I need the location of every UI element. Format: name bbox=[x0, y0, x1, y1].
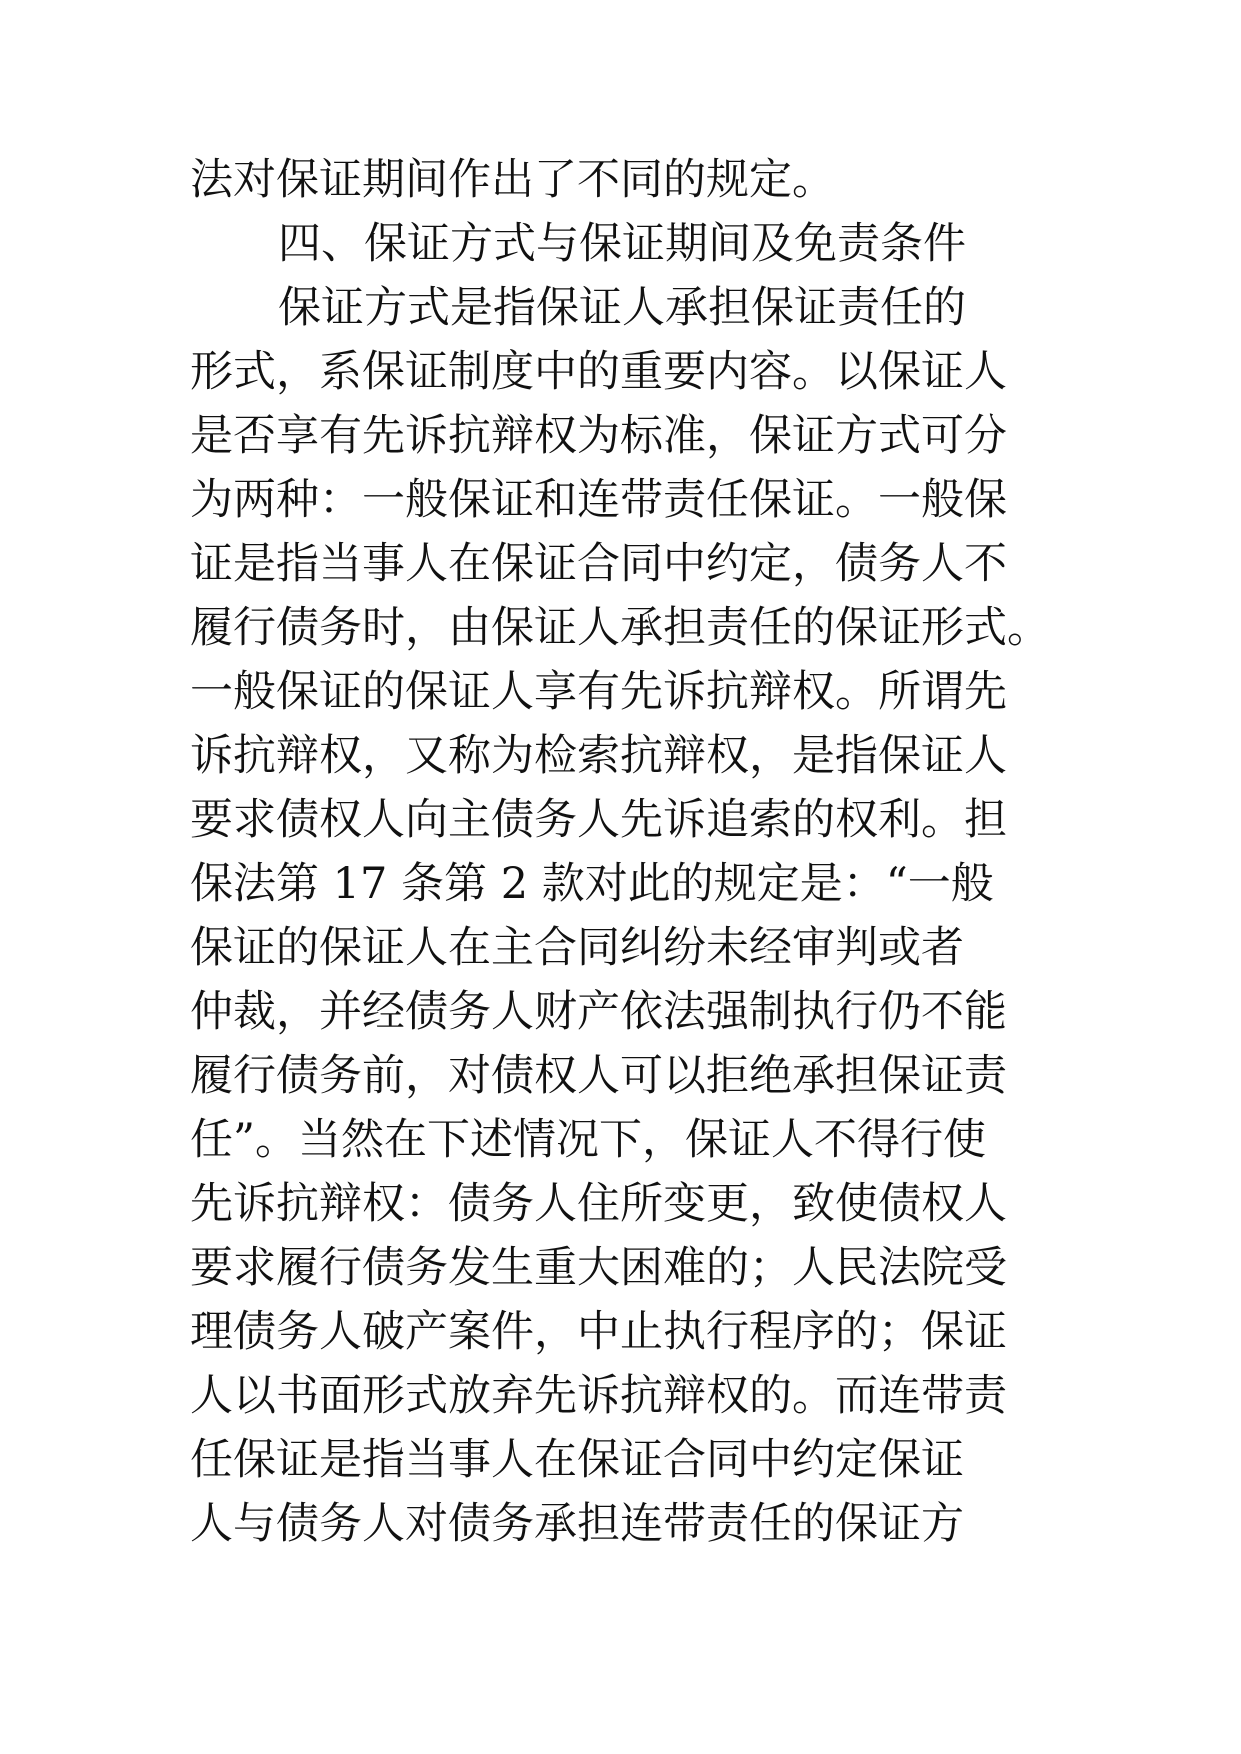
text-line: 任”。当然在下述情况下，保证人不得行使 bbox=[190, 1115, 986, 1165]
text-line: 法对保证期间作出了不同的规定。 bbox=[190, 155, 835, 205]
text-line: 保证方式是指保证人承担保证责任的 bbox=[278, 283, 966, 333]
text-line: 为两种：一般保证和连带责任保证。一般保 bbox=[190, 475, 1007, 525]
text-line: 任保证是指当事人在保证合同中约定保证 bbox=[190, 1435, 964, 1485]
text-line: 人以书面形式放弃先诉抗辩权的。而连带责 bbox=[190, 1371, 1007, 1421]
text-line: 是否享有先诉抗辩权为标准，保证方式可分 bbox=[190, 411, 1007, 461]
text-line: 仲裁，并经债务人财产依法强制执行仍不能 bbox=[190, 987, 1007, 1037]
text-line: 理债务人破产案件，中止执行程序的；保证 bbox=[190, 1307, 1007, 1357]
text-line: 人与债务人对债务承担连带责任的保证方 bbox=[190, 1499, 964, 1549]
text-line: 要求履行债务发生重大困难的；人民法院受 bbox=[190, 1243, 1007, 1293]
text-line: 先诉抗辩权：债务人住所变更，致使债权人 bbox=[190, 1179, 1007, 1229]
text-line: 履行债务时，由保证人承担责任的保证形式。 bbox=[190, 603, 1050, 653]
text-line: 一般保证的保证人享有先诉抗辩权。所谓先 bbox=[190, 667, 1007, 717]
text-line: 要求债权人向主债务人先诉追索的权利。担 bbox=[190, 795, 1007, 845]
section-heading: 四、保证方式与保证期间及免责条件 bbox=[278, 219, 966, 269]
text-line: 诉抗辩权，又称为检索抗辩权，是指保证人 bbox=[190, 731, 1007, 781]
document-body bbox=[190, 148, 1070, 1556]
text-line: 形式，系保证制度中的重要内容。以保证人 bbox=[190, 347, 1007, 397]
text-line: 证是指当事人在保证合同中约定，债务人不 bbox=[190, 539, 1007, 589]
text-line: 履行债务前，对债权人可以拒绝承担保证责 bbox=[190, 1051, 1007, 1101]
text-line: 保证的保证人在主合同纠纷未经审判或者 bbox=[190, 923, 964, 973]
text-line: 保法第 17 条第 2 款对此的规定是：“一般 bbox=[190, 859, 994, 909]
